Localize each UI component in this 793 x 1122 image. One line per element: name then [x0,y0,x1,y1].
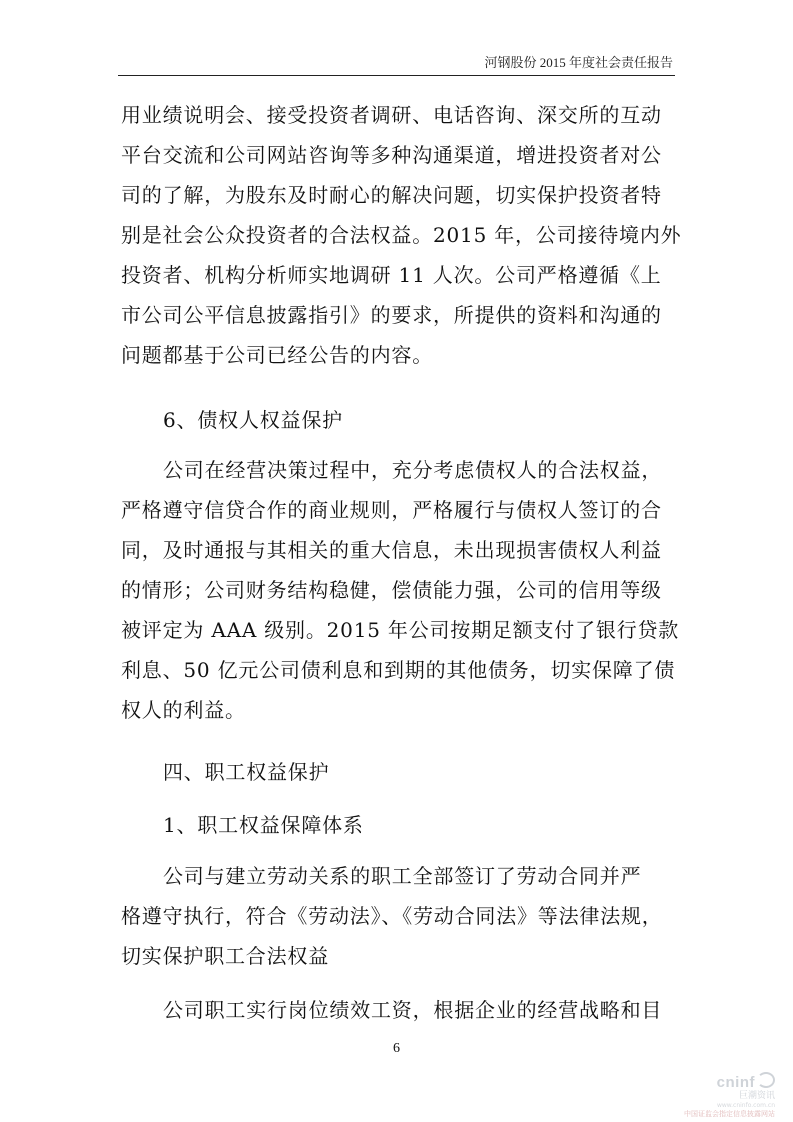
text-line: 司的了解，为股东及时耐心的解决问题，切实保护投资者特 [121,183,662,207]
text-line: 公司职工实行岗位绩效工资，根据企业的经营战略和目 [163,998,663,1022]
text-line: 投资者、机构分析师实地调研 11 人次。公司严格遵循《上 [121,263,662,287]
cninfo-watermark [665,1072,775,1119]
text-line: 的情形；公司财务结构稳健，偿债能力强，公司的信用等级 [121,578,662,602]
watermark-url: www.cninfo.com.cn [716,1102,775,1109]
text-line: 公司在经营决策过程中，充分考虑债权人的合法权益， [163,458,663,482]
page-number: 6 [393,1041,400,1056]
text-line: 同，及时通报与其相关的重大信息，未出现损害债权人利益 [121,538,662,562]
watermark-subtitle: 巨潮资讯 [738,1091,775,1101]
text-line: 切实保护职工合法权益 [121,944,329,968]
text-line: 严格遵守信贷合作的商业规则，严格履行与债权人签订的合 [121,498,662,522]
text-line: 问题都基于公司已经公告的内容。 [121,343,433,367]
header-rule [118,75,675,76]
heading-employee-protection [121,752,681,792]
swirl-icon [757,1072,775,1088]
text-line: 公司与建立劳动关系的职工全部签订了劳动合同并严 [163,864,642,888]
text-line: 用业绩说明会、接受投资者调研、电话咨询、深交所的互动 [121,103,662,127]
report-header: 河钢股份 2015 年度社会责任报告 [484,55,673,70]
paragraph-performance-pay [121,990,681,1030]
section-heading: 6、债权人权益保护 [163,408,343,432]
text-line: 利息、50 亿元公司债利息和到期的其他债务，切实保障了债 [121,658,676,682]
text-line: 被评定为 AAA 级别。2015 年公司按期足额支付了银行贷款 [121,618,680,642]
text-line: 格遵守执行，符合《劳动法》、《劳动合同法》等法律法规， [121,904,663,928]
paragraph-investor-communication [121,95,681,375]
section-heading: 四、职工权益保护 [163,760,330,784]
text-line: 权人的利益。 [121,698,246,722]
text-line: 别是社会公众投资者的合法权益。2015 年，公司接待境内外 [121,223,681,247]
paragraph-creditor-rights [121,450,681,730]
heading-creditor-protection [121,400,681,440]
watermark-org: 中国证监会指定信息披露网站 [684,1110,775,1118]
text-line: 平台交流和公司网站咨询等多种沟通渠道，增进投资者对公 [121,143,662,167]
section-heading: 1、职工权益保障体系 [163,813,364,837]
heading-employee-system [121,805,681,845]
paragraph-labor-contracts [121,856,681,976]
cninfo-logo: cninf [665,1072,775,1091]
text-line: 市公司公平信息披露指引》的要求，所提供的资料和沟通的 [121,303,662,327]
